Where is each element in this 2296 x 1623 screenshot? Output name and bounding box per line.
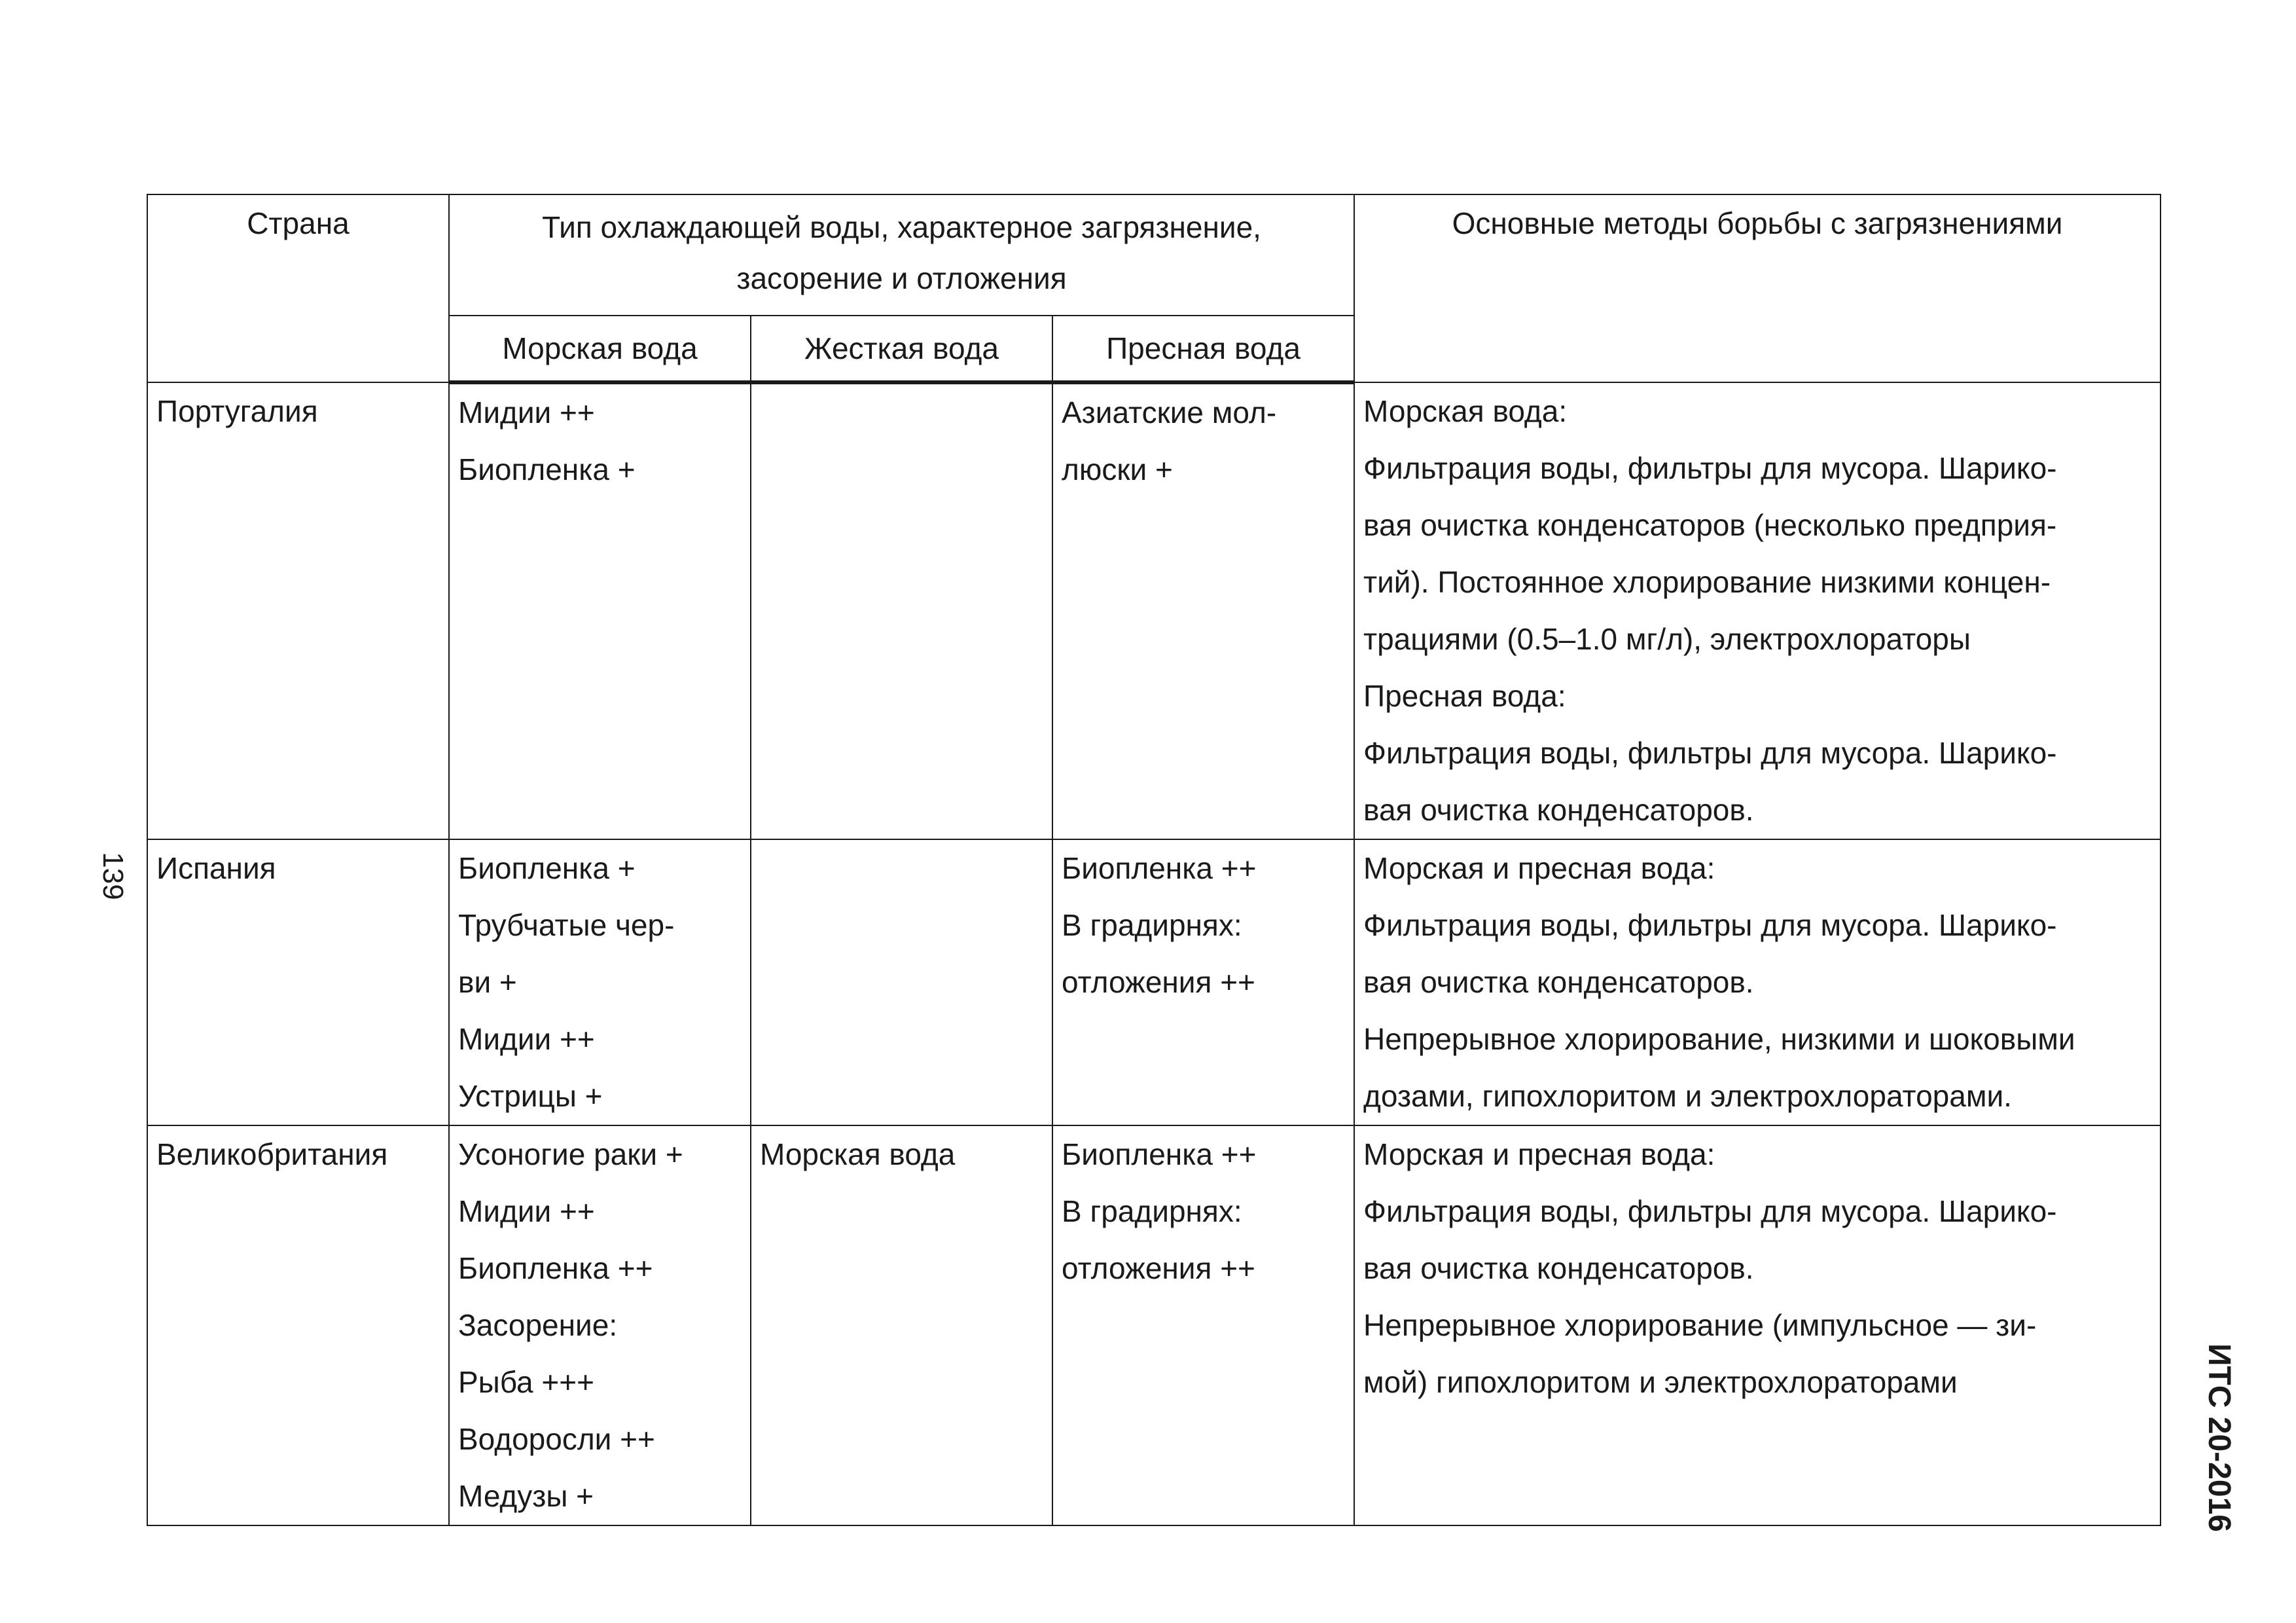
cell-line: отложения ++ xyxy=(1062,1251,1255,1285)
header-methods: Основные методы борьбы с загрязнениями xyxy=(1354,194,2161,382)
table-row xyxy=(147,1125,2161,1525)
cell-fresh-water xyxy=(1052,1125,1354,1525)
cell-line: Биопленка ++ xyxy=(458,1251,653,1285)
cell-line: вая очистка конденсаторов. xyxy=(1363,965,1754,999)
cell-methods xyxy=(1354,839,2161,1125)
cell-line: Биопленка ++ xyxy=(1062,1137,1257,1171)
cell-sea-water xyxy=(449,382,751,839)
header-country: Страна xyxy=(147,194,449,382)
fouling-methods-table xyxy=(147,194,2161,1526)
cell-methods xyxy=(1354,382,2161,839)
table-row xyxy=(147,839,2161,1125)
cell-line: Засорение: xyxy=(458,1308,618,1342)
cell-line: вая очистка конденсаторов (несколько предприя- xyxy=(1363,508,2057,542)
table-row xyxy=(147,382,2161,839)
cell-line: тий). Постоянное хлорирование низкими концен- xyxy=(1363,565,2051,599)
cell-line: Биопленка + xyxy=(458,851,636,885)
header-water-type-line: засорение и отложения xyxy=(736,261,1067,295)
cell-line: люски + xyxy=(1062,452,1173,486)
header-hard-water: Жесткая вода xyxy=(751,316,1052,382)
document-code: ИТС 20-2016 xyxy=(2202,1343,2236,1532)
cell-country: Португалия xyxy=(147,382,449,839)
cell-line: В градирнях: xyxy=(1062,1194,1242,1228)
cell-line: В градирнях: xyxy=(1062,908,1242,942)
header-water-type xyxy=(449,194,1354,316)
cell-line: Фильтрация воды, фильтры для мусора. Шарико- xyxy=(1363,736,2057,770)
cell-hard-water xyxy=(751,1125,1052,1525)
cell-line: отложения ++ xyxy=(1062,965,1255,999)
cell-line: Пресная вода: xyxy=(1363,679,1566,713)
cell-line: дозами, гипохлоритом и электрохлораторами. xyxy=(1363,1079,2012,1113)
cell-hard-water xyxy=(751,382,1052,839)
cell-methods xyxy=(1354,1125,2161,1525)
cell-line: Морская вода: xyxy=(1363,394,1568,428)
cell-line: Усоногие раки + xyxy=(458,1137,683,1171)
cell-sea-water xyxy=(449,839,751,1125)
cell-line: вая очистка конденсаторов. xyxy=(1363,1251,1754,1285)
cell-line: Фильтрация воды, фильтры для мусора. Шарико- xyxy=(1363,908,2057,942)
cell-line: Азиатские мол- xyxy=(1062,395,1277,429)
cell-line: Фильтрация воды, фильтры для мусора. Шарико- xyxy=(1363,1194,2057,1228)
header-sea-water: Морская вода xyxy=(449,316,751,382)
cell-line: Устрицы + xyxy=(458,1079,603,1113)
cell-line: Морская и пресная вода: xyxy=(1363,851,1715,885)
cell-line: Непрерывное хлорирование (импульсное — зи- xyxy=(1363,1308,2037,1342)
cell-line: Биопленка ++ xyxy=(1062,851,1257,885)
cell-line: мой) гипохлоритом и электрохлораторами xyxy=(1363,1365,1958,1399)
cell-line: Мидии ++ xyxy=(458,1194,595,1228)
cell-line: Медузы + xyxy=(458,1479,594,1513)
cell-line: Рыба +++ xyxy=(458,1365,594,1399)
cell-line: трациями (0.5–1.0 мг/л), электрохлораторы xyxy=(1363,622,1971,656)
cell-line: Фильтрация воды, фильтры для мусора. Шарико- xyxy=(1363,451,2057,485)
cell-line: Трубчатые чер- xyxy=(458,908,675,942)
page-number: 139 xyxy=(97,852,129,900)
cell-line: Морская вода xyxy=(760,1137,956,1171)
cell-country: Великобритания xyxy=(147,1125,449,1525)
cell-sea-water xyxy=(449,1125,751,1525)
cell-line: Водоросли ++ xyxy=(458,1422,655,1456)
cell-fresh-water xyxy=(1052,382,1354,839)
cell-line: Морская и пресная вода: xyxy=(1363,1137,1715,1171)
header-water-type-line: Тип охлаждающей воды, характерное загрязнение, xyxy=(542,210,1261,244)
cell-fresh-water xyxy=(1052,839,1354,1125)
header-fresh-water: Пресная вода xyxy=(1052,316,1354,382)
cell-line: вая очистка конденсаторов. xyxy=(1363,793,1754,827)
cell-line: ви + xyxy=(458,965,517,999)
cell-country: Испания xyxy=(147,839,449,1125)
cell-line: Мидии ++ xyxy=(458,395,595,429)
cell-line: Мидии ++ xyxy=(458,1022,595,1056)
cell-hard-water xyxy=(751,839,1052,1125)
cell-line: Биопленка + xyxy=(458,452,636,486)
cell-line: Непрерывное хлорирование, низкими и шоковыми xyxy=(1363,1022,2075,1056)
